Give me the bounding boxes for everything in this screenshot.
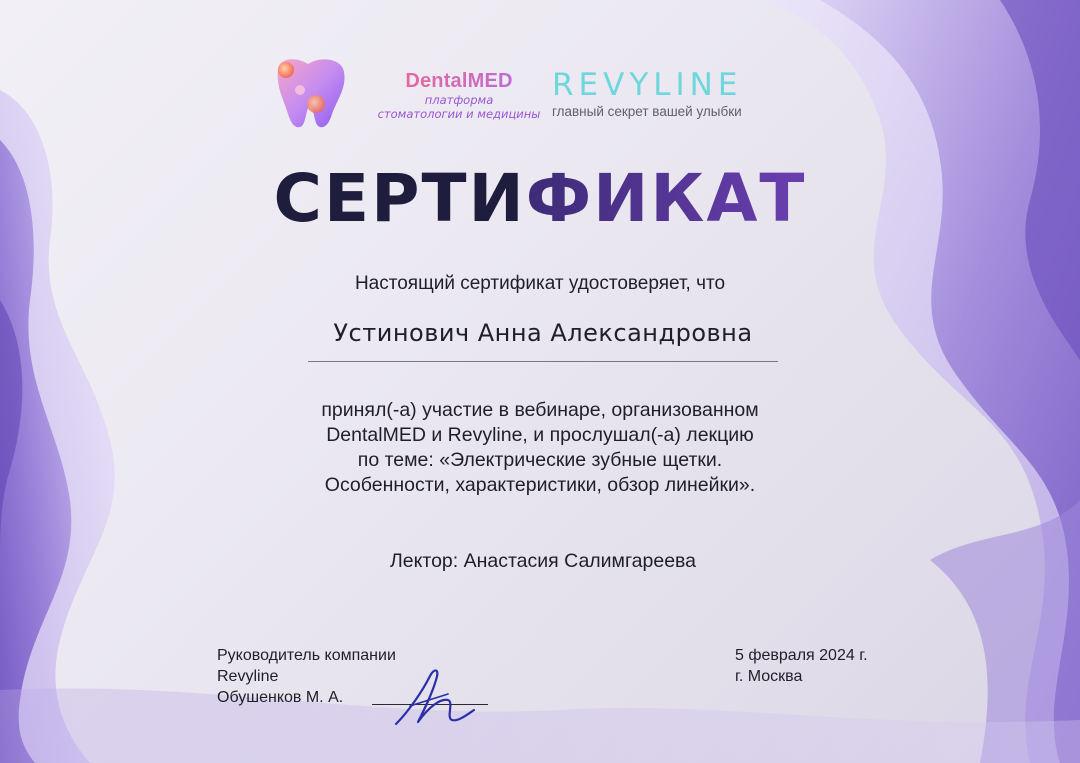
dentalmed-tagline-line2: стоматологии и медицины (377, 107, 541, 121)
certificate-body (230, 398, 850, 498)
title-part-dark: СЕРТИ (273, 160, 526, 237)
title-part-purple: ФИКАТ (525, 160, 807, 237)
signatory-block (217, 645, 396, 708)
recipient-underline (308, 361, 778, 362)
body-line: принял(-а) участие в вебинаре, организованном (321, 399, 759, 421)
issue-date: 5 февраля 2024 г. (735, 647, 868, 664)
logos-header (270, 56, 770, 136)
certifies-text: Настоящий сертификат удостоверяет, что (354, 273, 726, 294)
signatory-role-line2: Revyline (217, 668, 279, 685)
date-block (735, 645, 868, 687)
dentalmed-wordmark (374, 70, 544, 121)
certificate-title (0, 160, 1080, 237)
dentalmed-name: DentalMED (374, 70, 544, 93)
revyline-wordmark (552, 68, 772, 119)
dentalmed-tooth-logo-icon (270, 56, 360, 132)
issue-city: г. Москва (735, 668, 803, 685)
signatory-name: Обушенков М. А. (217, 689, 344, 706)
lecturer-line: Лектор: Анастасия Салимгареева (389, 550, 697, 572)
revyline-tagline: главный секрет вашей улыбки (552, 104, 742, 119)
recipient-name: Устинович Анна Александровна (333, 319, 753, 347)
dentalmed-tagline-line1: платформа (424, 93, 494, 107)
body-line: по теме: «Электрические зубные щетки. (357, 449, 723, 471)
revyline-name: REVYLINE (552, 67, 743, 103)
body-line: Особенности, характеристики, обзор линейки». (324, 474, 756, 496)
signatory-role-line1: Руководитель компании (217, 647, 396, 664)
body-line: DentalMED и Revyline, и прослушал(-а) лекцию (326, 424, 754, 446)
handwritten-signature-icon (388, 664, 478, 732)
